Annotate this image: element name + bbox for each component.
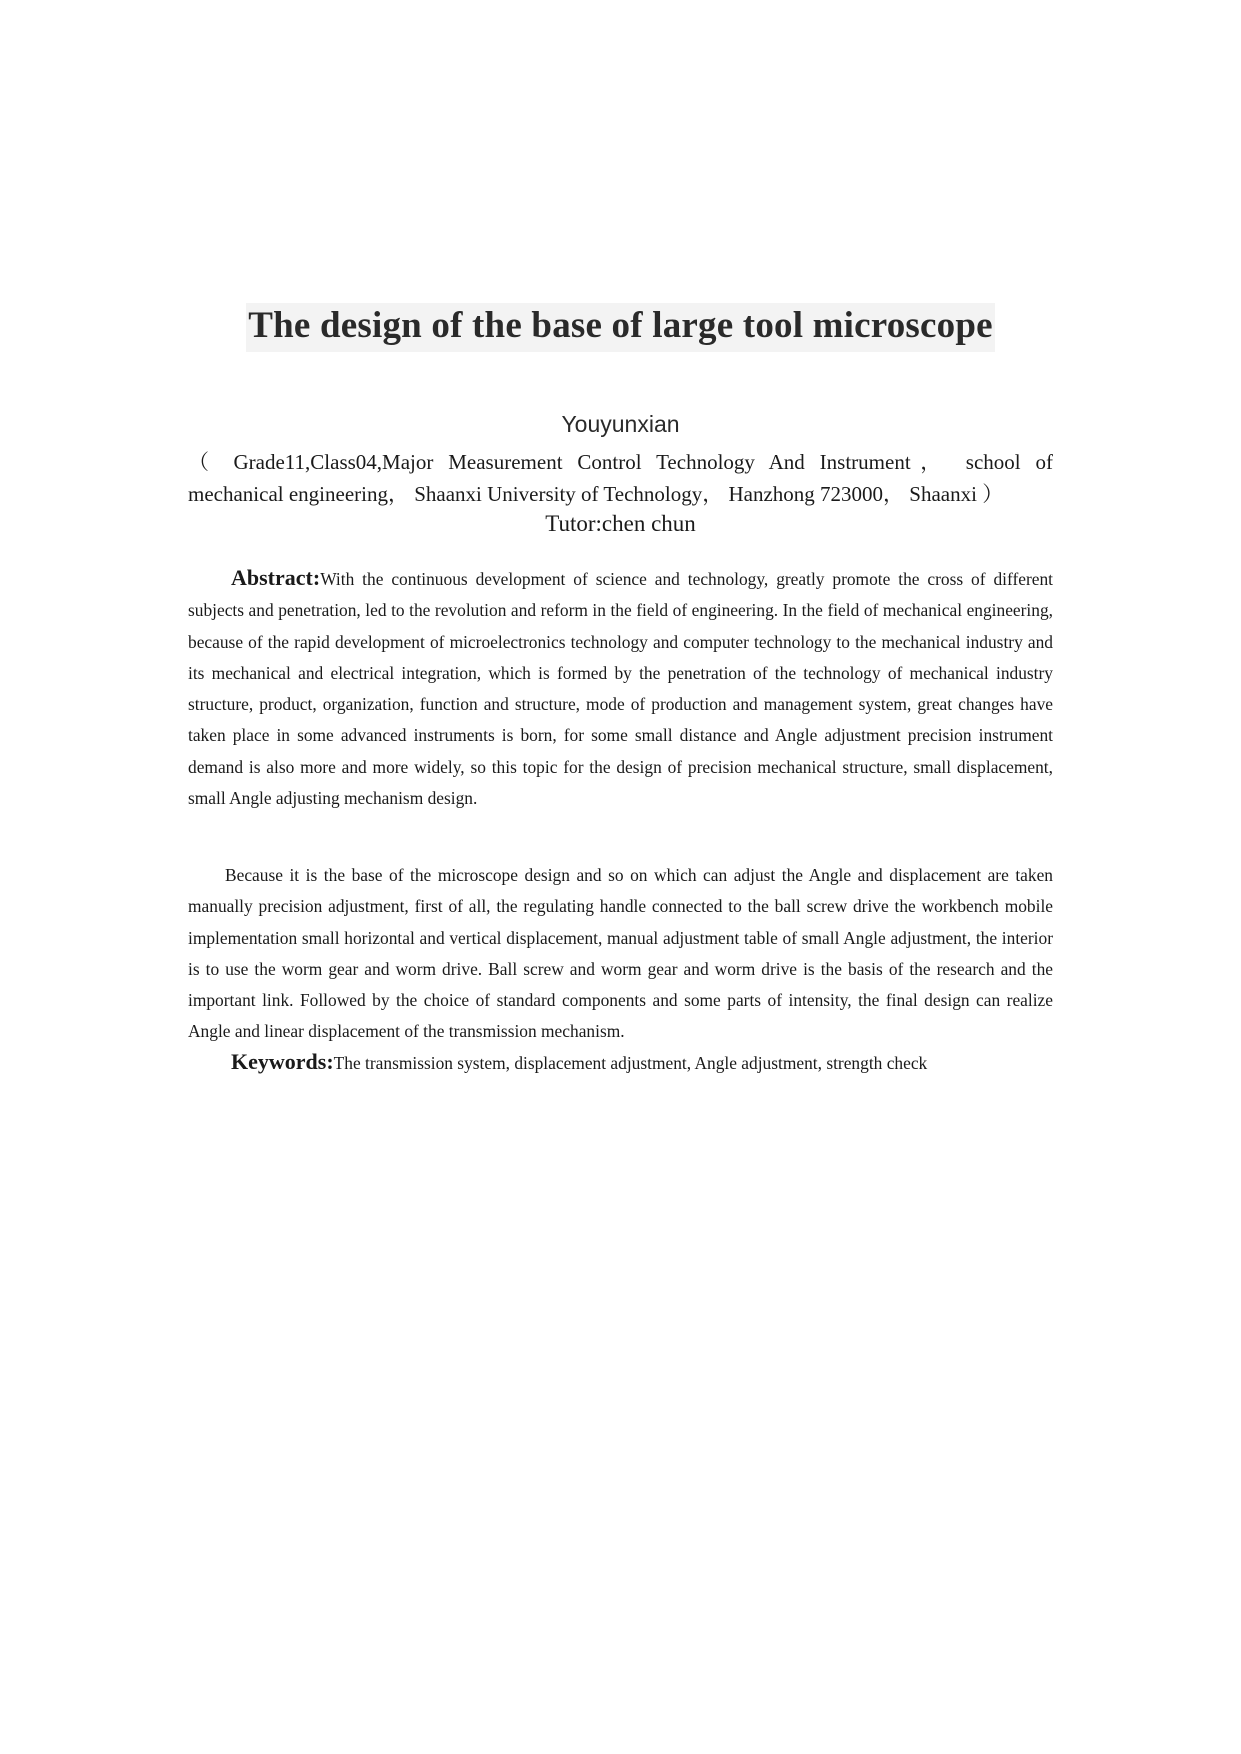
- keywords-label: Keywords:: [231, 1049, 334, 1074]
- tutor-name: Tutor:chen chun: [545, 511, 696, 536]
- paper-title: [0, 304, 1241, 347]
- affiliation-line-2: mechanical engineering， Shaanxi University of Technology， Hanzhong 723000， Shaanxi ）: [188, 482, 1004, 506]
- abstract-label: Abstract:: [231, 565, 321, 590]
- affiliation-line-1: （ Grade11,Class04,Major Measurement Control Technology And Instrument， school of: [188, 450, 1053, 474]
- author-name: Youyunxian: [561, 411, 680, 437]
- paper-title-text: The design of the base of large tool microscope: [246, 303, 995, 352]
- abstract-text: With the continuous development of science and technology, greatly promote the cross of different subjects and penetration, led to the revolution and reform in the field of engineering. In the field of mechanical engineering, because of the rapid development of microelectronics technology and computer technology to the mechanical industry and its mechanical and electrical integration, which is formed by the penetration of the technology of mechanical industry structure, product, organization, function and structure, mode of production and management system, great changes have taken place in some advanced instruments is born, for some small distance and Angle adjustment precision instrument demand is also more and more widely, so this topic for the design of precision mechanical structure, small displacement, small Angle adjusting mechanism design.: [188, 569, 1053, 809]
- abstract-paragraph-2: Because it is the base of the microscope design and so on which can adjust the Angle and displacement are taken manually precision adjustment, first of all, the regulating handle connected to the ball screw drive the workbench mobile implementation small horizontal and vertical displacement, manual adjustment table of small Angle adjustment, the interior is to use the worm gear and worm drive. Ball screw and worm gear and worm drive is the basis of the research and the important link. Followed by the choice of standard components and some parts of intensity, the final design can realize Angle and linear displacement of the transmission mechanism.: [188, 865, 1053, 1042]
- author-affiliation: [188, 446, 1053, 510]
- keywords-text: The transmission system, displacement adjustment, Angle adjustment, strength check: [333, 1053, 928, 1073]
- abstract-paragraph: [188, 562, 1053, 814]
- keywords-line: [231, 1046, 1053, 1079]
